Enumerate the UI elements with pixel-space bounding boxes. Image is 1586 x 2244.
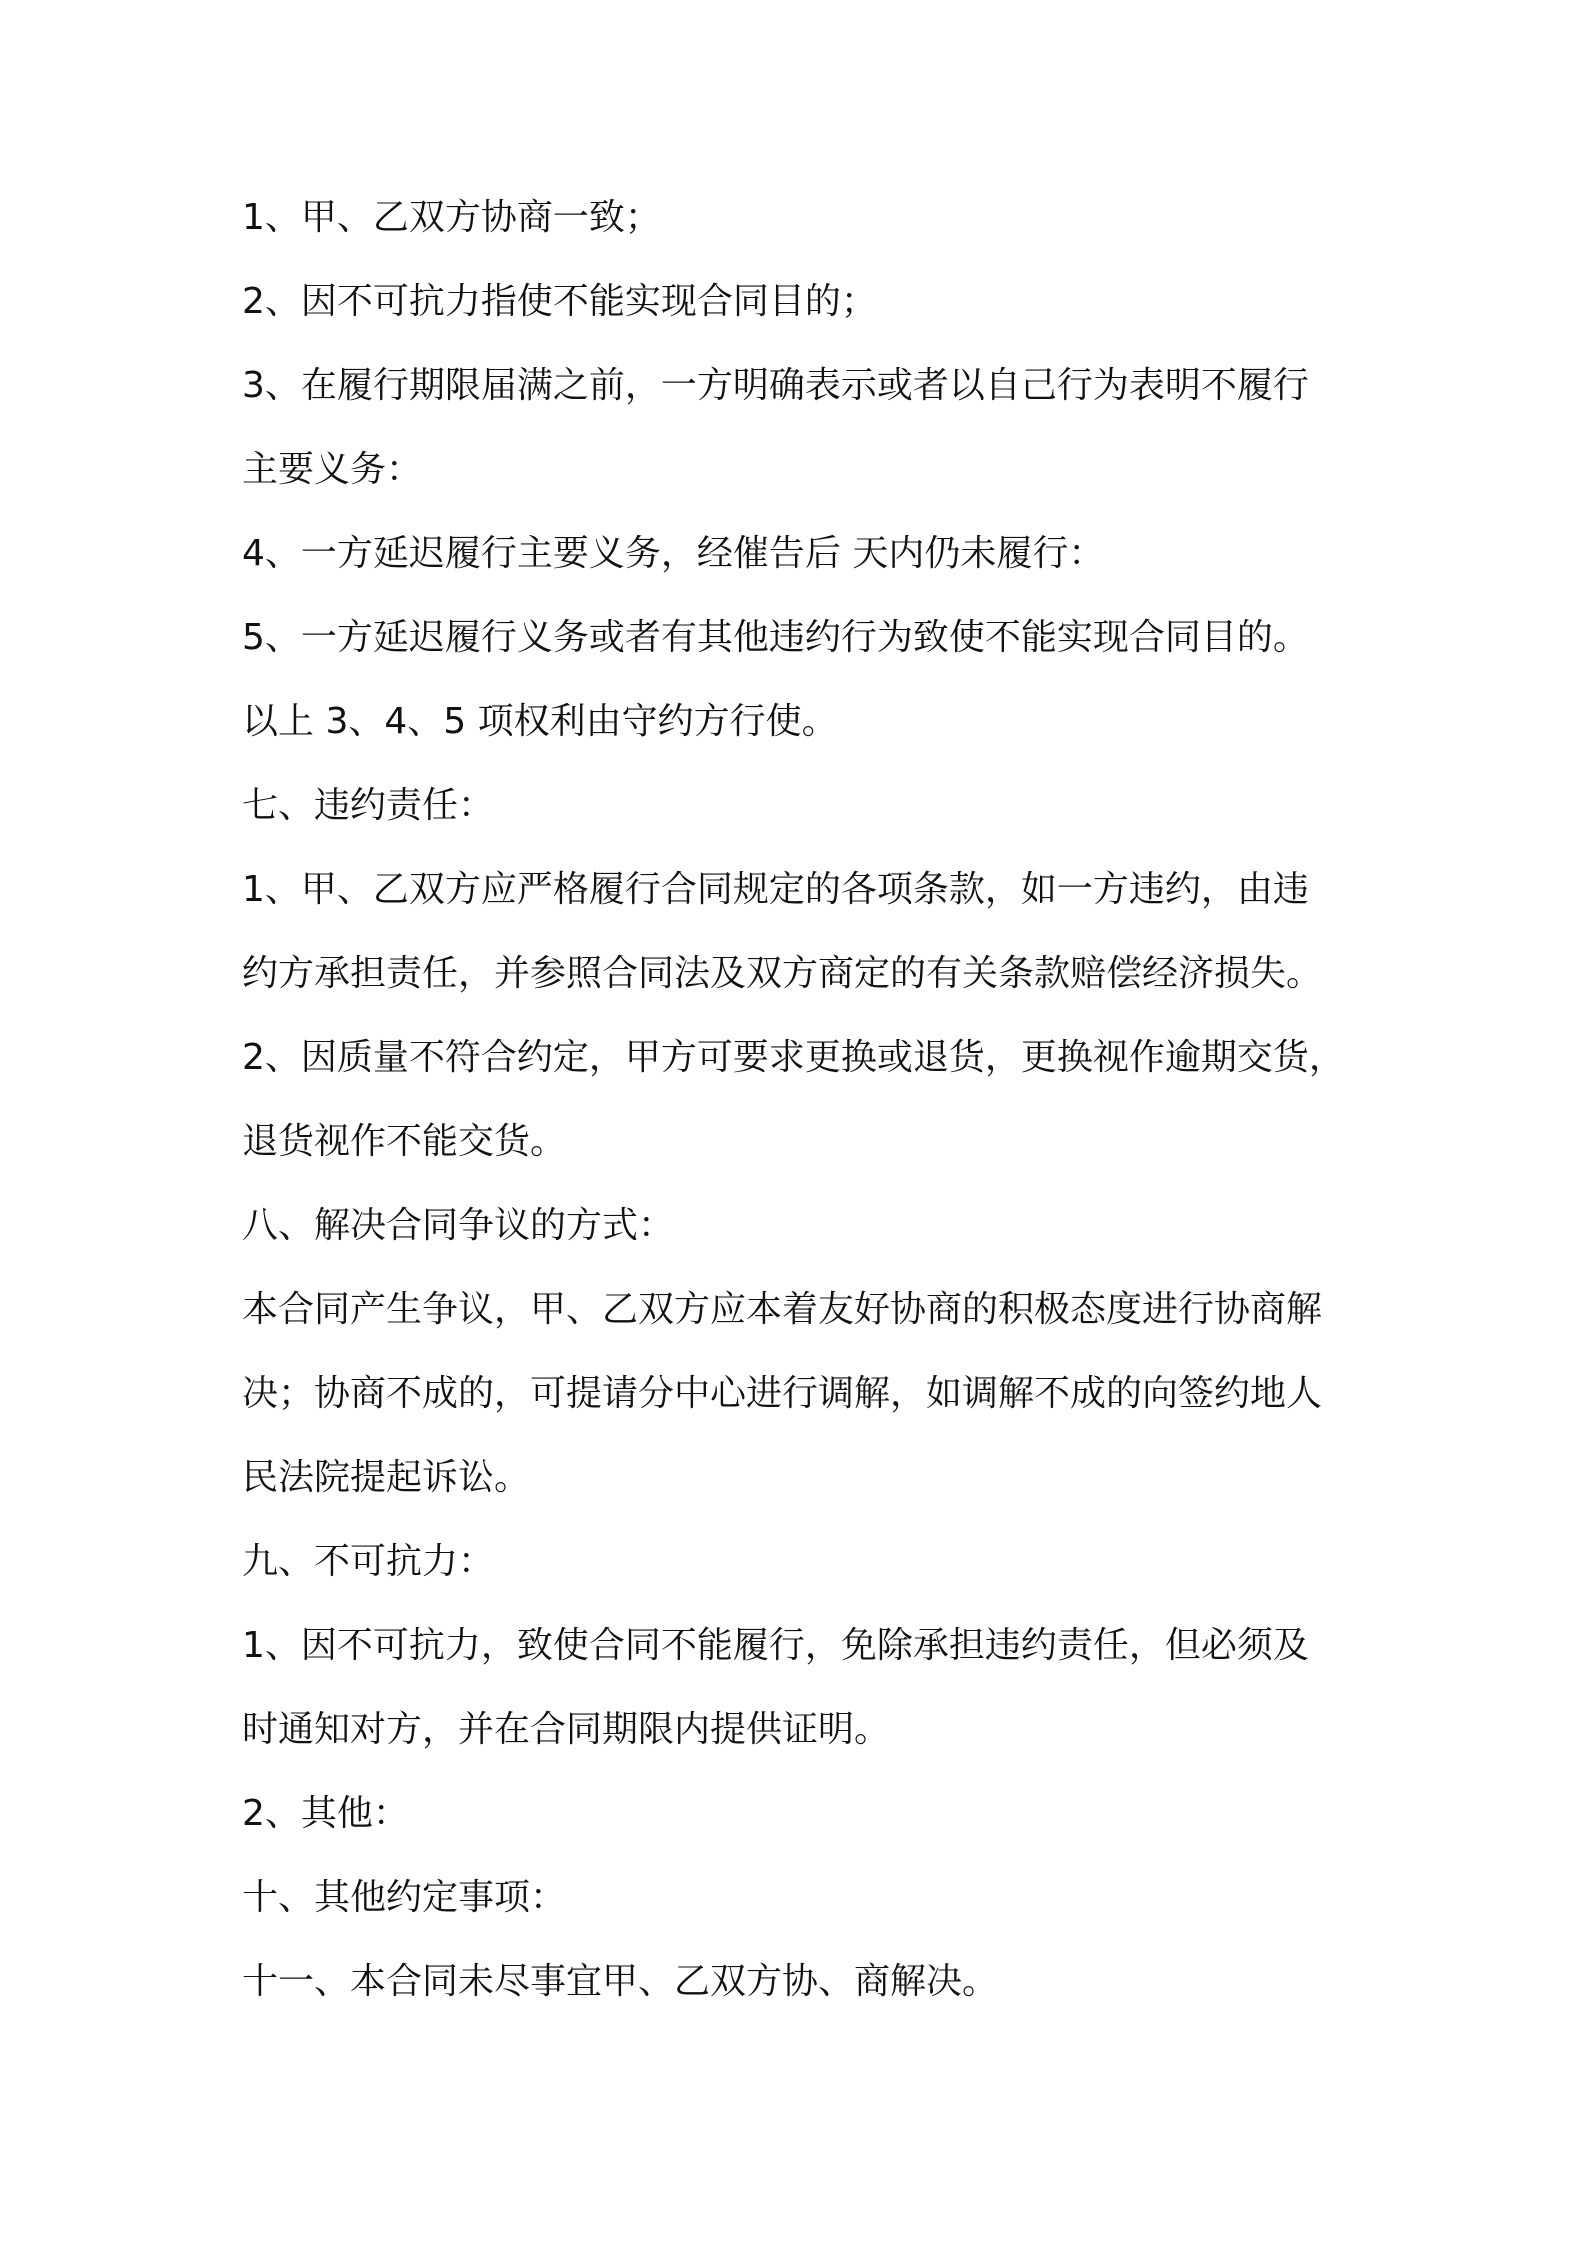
text-line: 2、因不可抗力指使不能实现合同目的； [242, 281, 877, 322]
section-heading: 十一、本合同未尽事宜甲、乙双方协、商解决。 [242, 1961, 999, 2002]
section-heading: 十、其他约定事项： [242, 1877, 567, 1918]
text-line: 决；协商不成的，可提请分中心进行调解，如调解不成的向签约地人 [242, 1373, 1323, 1414]
document-body [242, 198, 1392, 2046]
text-line: 4、一方延迟履行主要义务，经催告后 天内仍未履行： [242, 533, 1105, 574]
section-heading: 七、违约责任： [242, 785, 495, 826]
text-line: 以上 3、4、5 项权利由守约方行使。 [242, 701, 838, 742]
text-line: 5、一方延迟履行义务或者有其他违约行为致使不能实现合同目的。 [242, 617, 1309, 658]
text-line: 1、甲、乙双方应严格履行合同规定的各项条款，如一方违约，由违 [242, 869, 1309, 910]
text-line: 约方承担责任，并参照合同法及双方商定的有关条款赔偿经济损失。 [242, 953, 1323, 994]
text-line: 2、其他： [242, 1793, 409, 1834]
text-line: 时通知对方，并在合同期限内提供证明。 [242, 1709, 891, 1750]
text-line: 3、在履行期限届满之前，一方明确表示或者以自己行为表明不履行 [242, 365, 1309, 406]
section-heading: 八、解决合同争议的方式： [242, 1205, 675, 1246]
text-line: 本合同产生争议，甲、乙双方应本着友好协商的积极态度进行协商解 [242, 1289, 1323, 1330]
text-line: 1、因不可抗力，致使合同不能履行，免除承担违约责任，但必须及 [242, 1625, 1309, 1666]
section-heading: 九、不可抗力： [242, 1541, 495, 1582]
text-line: 1、甲、乙双方协商一致； [242, 197, 661, 238]
text-line: 退货视作不能交货。 [242, 1121, 567, 1162]
text-line: 主要义务： [242, 449, 423, 490]
text-line: 民法院提起诉讼。 [242, 1457, 531, 1498]
text-line: 2、因质量不符合约定，甲方可要求更换或退货，更换视作逾期交货， [242, 1037, 1345, 1078]
